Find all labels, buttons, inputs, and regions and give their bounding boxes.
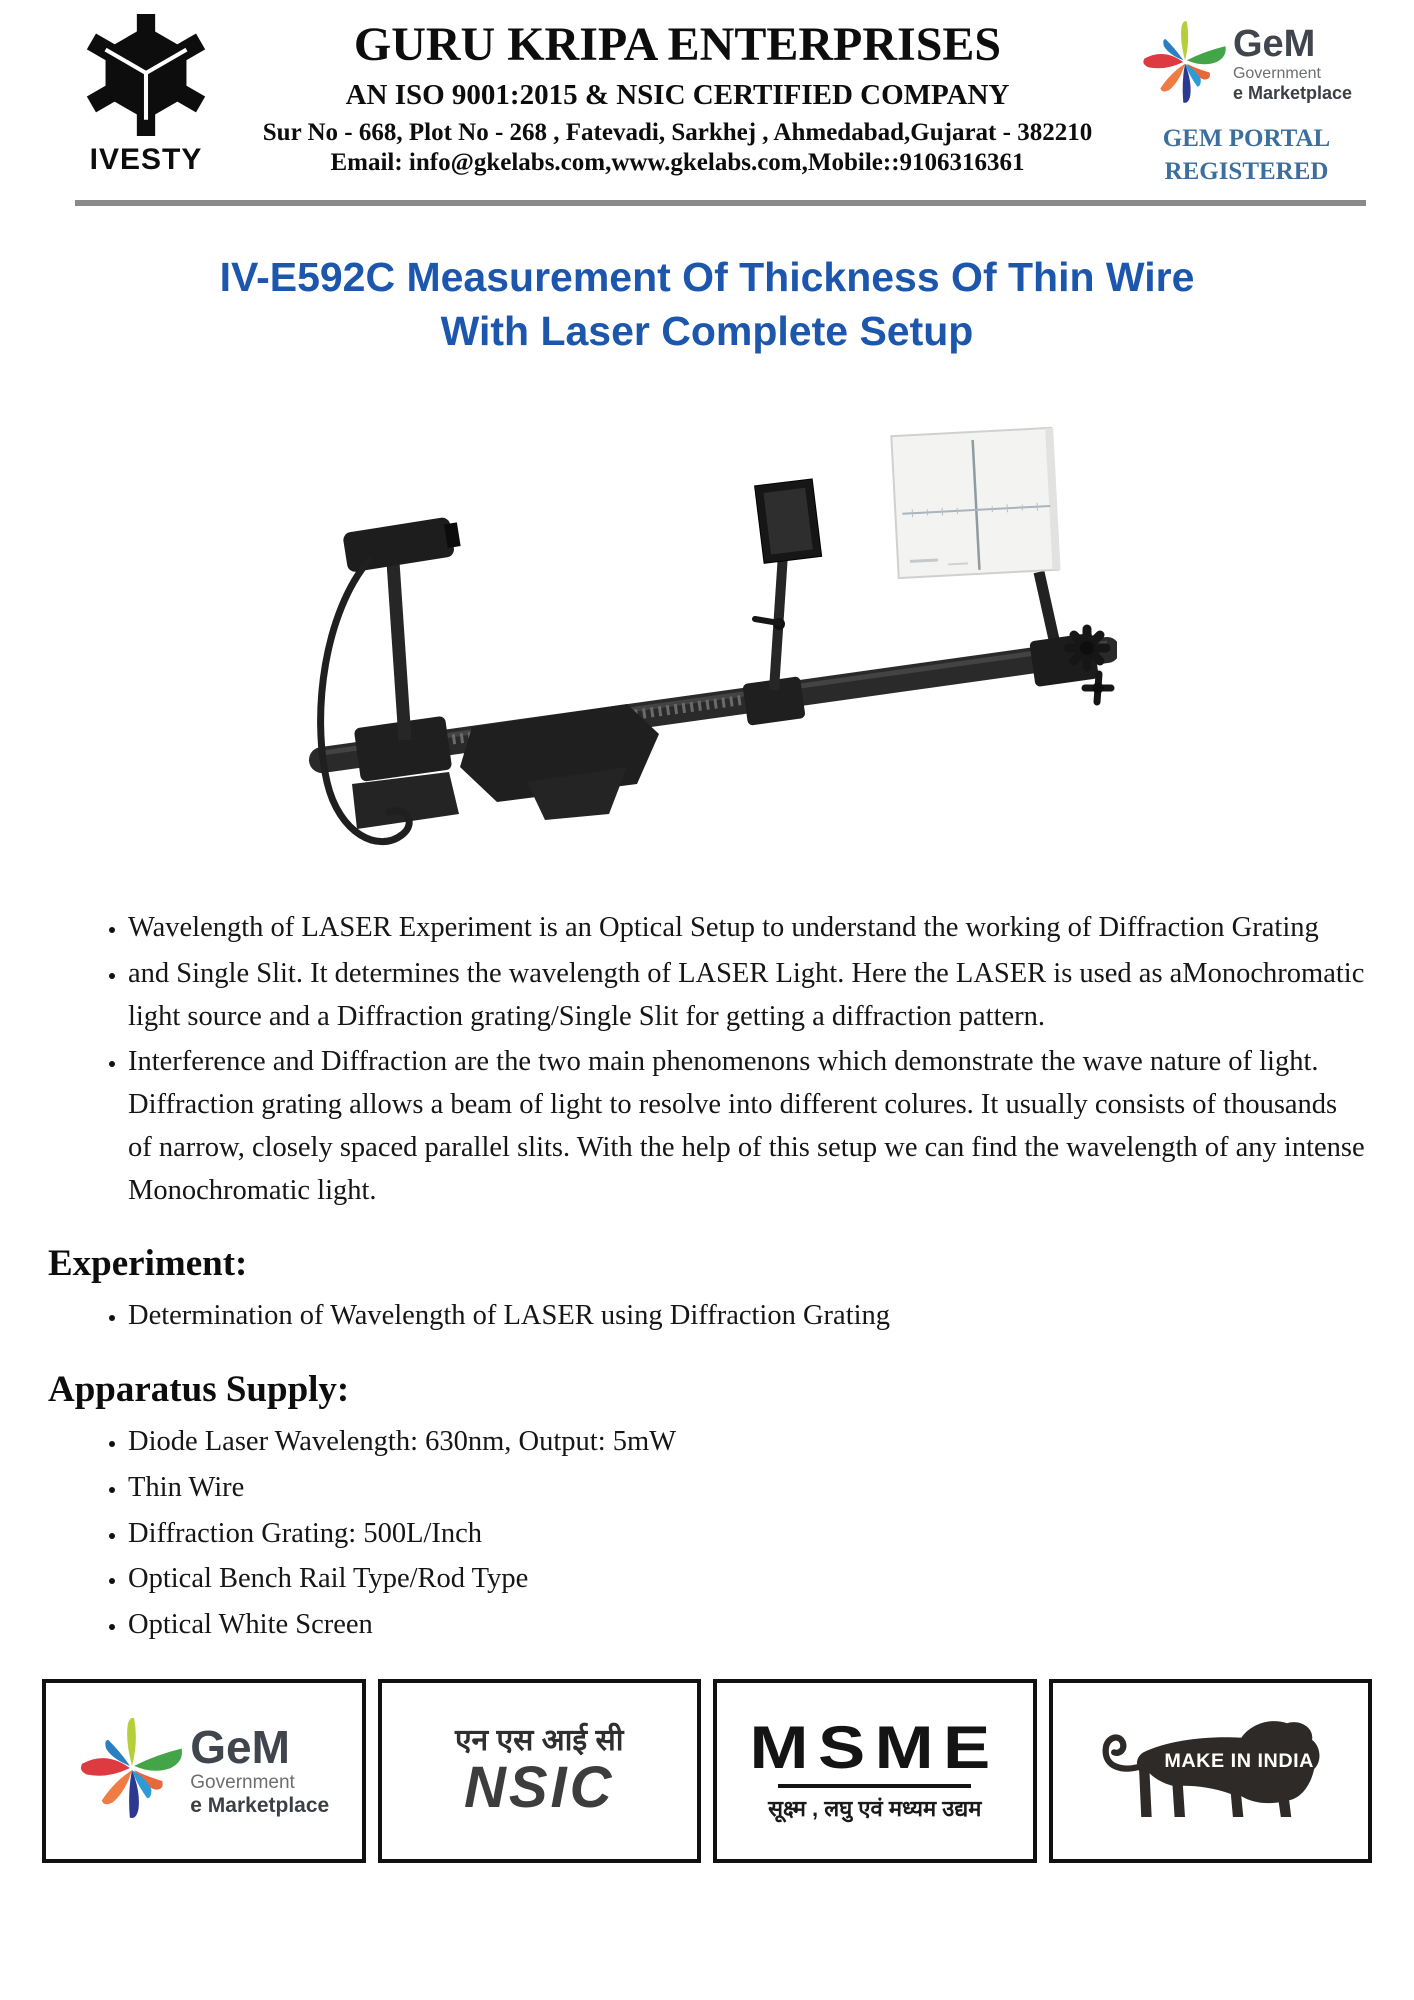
list-item: • Wavelength of LASER Experiment is an Optical Setup to understand the working of Diffraction Grating [128,907,1366,950]
msme-logo-text: MSME [749,1714,1000,1782]
make-in-india-lion-icon [1085,1700,1335,1841]
list-item: • Determination of Wavelength of LASER using Diffraction Grating [128,1295,1366,1338]
description-list [56,907,1366,1212]
list-item: • Optical Bench Rail Type/Rod Type [128,1558,1366,1601]
msme-hindi-text: सूक्ष्म , लघु एवं मध्यम उद्यम [768,1796,982,1822]
company-name: GURU KRIPA ENTERPRISES [353,18,1002,71]
list-item: • Diffraction Grating: 500L/Inch [128,1513,1366,1556]
footer-logos [42,1679,1372,1863]
apparatus-heading: Apparatus Supply: [48,1369,350,1411]
gem-portal-registered: GEM PORTAL REGISTERED [1162,125,1331,185]
gem-logo-text: GeM [190,1720,290,1773]
list-item: • Diode Laser Wavelength: 630nm, Output: 5mW [128,1421,1366,1464]
contact-line: Email: info@gkelabs.com,www.gkelabs.com,Mobile::9106316361 [330,148,1025,176]
apparatus-list [56,1421,1366,1647]
cube-snowflake-icon [85,123,207,140]
address-line: Sur No - 668, Plot No - 268 , Fatevadi, Sarkhej , Ahmedabad,Gujarat - 382210 [262,118,1093,146]
nsic-logo-box [378,1679,702,1863]
gem-logo-sub1: Government [1232,64,1321,82]
make-in-india-label: MAKE IN INDIA [1164,1750,1315,1773]
gem-star-icon [78,1714,186,1827]
list-item: • Interference and Diffraction are the two main phenomenons which demonstrate the wave nature of light. Diffraction grating allows a beam of light to resolve into different colures. It usually consists of thousands of narrow, closely spaced parallel slits. With the help of this setup we can find the wavelength of any intense Monochromatic light. [128,1041,1366,1212]
gem-registered-block [1119,14,1374,188]
product-image [297,382,1117,877]
brand-name: IVESTY [89,143,203,176]
list-item: • and Single Slit. It determines the wavelength of LASER Light. Here the LASER is used as aMonochromatic light source and a Diffraction grating/Single Slit for getting a diffraction pattern. [128,953,1366,1039]
experiment-heading: Experiment: [48,1243,248,1285]
certification-line: AN ISO 9001:2015 & NSIC CERTIFIED COMPANY [345,78,1010,111]
gem-logo-sub1: Government [190,1771,295,1793]
header [0,0,1414,188]
experiment-list [56,1295,1366,1338]
ivesty-logo [56,14,236,177]
list-item: • Thin Wire [128,1467,1366,1510]
nsic-hindi-text: एन एस आई सी [454,1724,624,1758]
nsic-logo-text: NSIC [463,1755,615,1821]
make-in-india-box [1049,1679,1373,1863]
gem-logo-sub2: e Marketplace [1232,83,1353,104]
msme-divider [778,1784,971,1788]
gem-logo-text: GeM [1232,22,1316,65]
company-block [236,14,1119,177]
page-title: IV-E592C Measurement Of Thickness Of Thin Wire With Laser Complete Setup [219,254,1195,355]
header-divider [75,200,1366,206]
msme-logo-box [713,1679,1037,1863]
gem-logo-sub2: e Marketplace [190,1793,330,1817]
gem-star-icon [1141,18,1229,111]
gem-logo-box [42,1679,366,1863]
list-item: • Optical White Screen [128,1604,1366,1647]
